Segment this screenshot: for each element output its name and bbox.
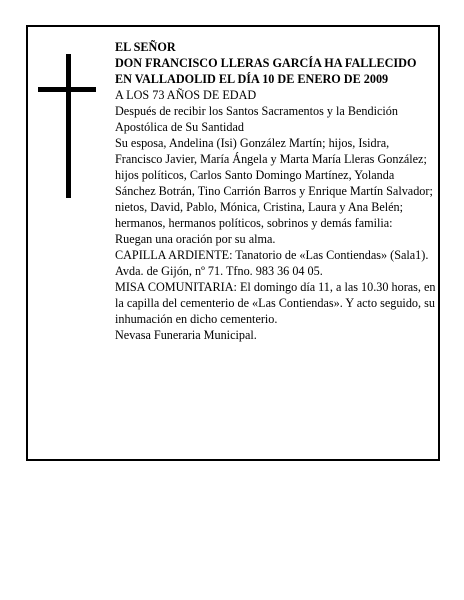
family-paragraph: Su esposa, Andelina (Isi) González Martín; hijos, Isidra, Francisco Javier, María Ángela y Marta María Lleras González; hijos políticos, Carlos Santo Domingo Martínez, Yolanda Sánchez Botrán, Tino Carrión Barros y Enrique Martín Salvador; nietos, David, Pablo, Mónica, Cristina, Laura y Ana Belén; hermanos, hermanos políticos, sobrinos y demás familia: [115,136,433,230]
funeral-home-line: Nevasa Funeraria Municipal. [115,328,257,342]
cross-icon [38,54,96,198]
heading-title: EL SEÑOR [115,40,176,54]
age-line: A LOS 73 AÑOS DE EDAD [115,88,257,102]
chapel-paragraph: CAPILLA ARDIENTE: Tanatorio de «Las Contiendas» (Sala1). Avda. de Gijón, nº 71. Tfno. 983 36 04 05. [115,248,429,278]
cross-horizontal-bar [38,87,96,92]
prayer-line: Ruegan una oración por su alma. [115,232,276,246]
notice-text [115,39,436,343]
heading-announcement: DON FRANCISCO LLERAS GARCÍA HA FALLECIDO EN VALLADOLID EL DÍA 10 DE ENERO DE 2009 [115,56,417,86]
mass-paragraph: MISA COMUNITARIA: El domingo día 11, a las 10.30 horas, en la capilla del cementerio de «Las Contiendas». Y acto seguido, su inhumación en dicho cementerio. [115,280,436,326]
sacraments-paragraph: Después de recibir los Santos Sacramentos y la Bendición Apostólica de Su Santidad [115,104,398,134]
cross-vertical-bar [66,54,71,198]
obituary-notice [26,25,440,461]
